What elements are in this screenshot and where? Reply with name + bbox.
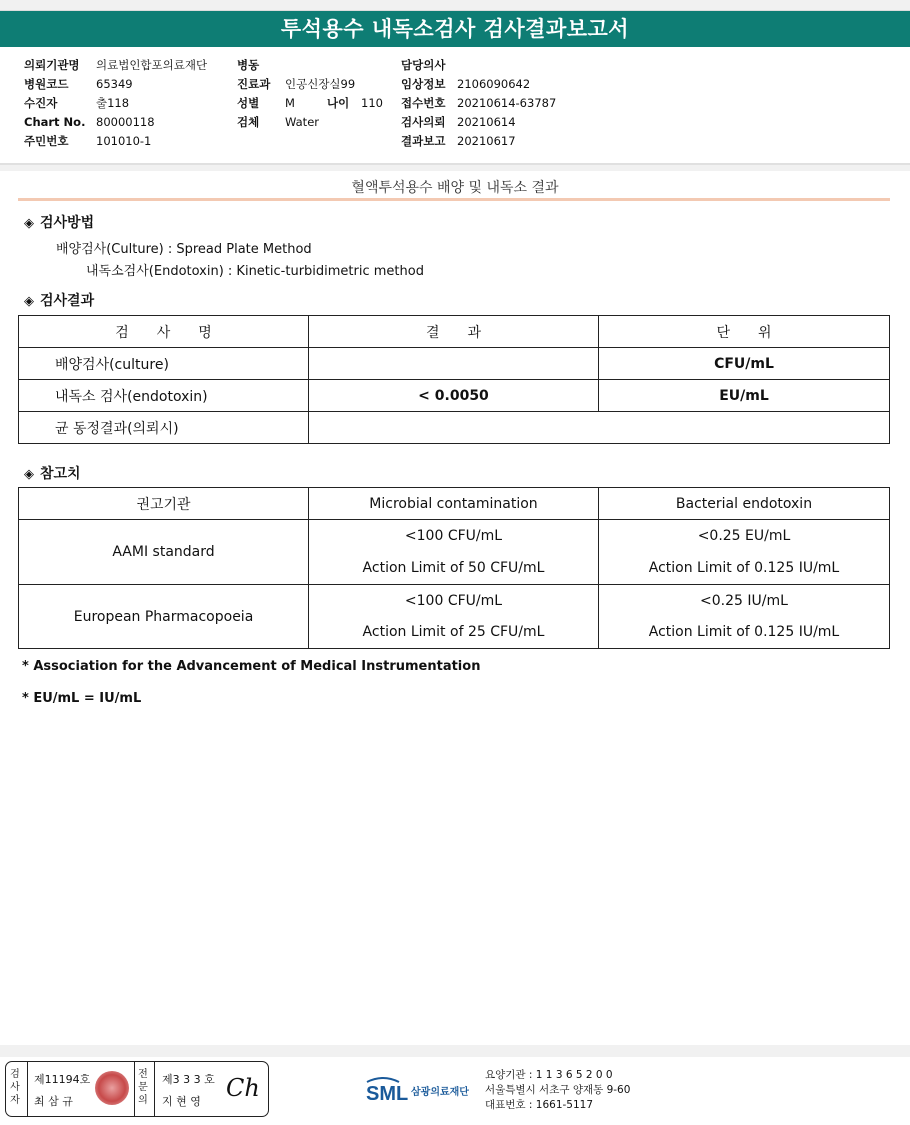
- info-value: 101010-1: [96, 134, 152, 148]
- specialist-name: 지 현 영: [162, 1095, 201, 1108]
- section-results: [24, 290, 94, 310]
- company-logo: [365, 1074, 481, 1110]
- examiner-name: 최 삼 규: [34, 1095, 73, 1108]
- info-value: 80000118: [96, 115, 155, 129]
- method-endotoxin: 내독소검사(Endotoxin) : Kinetic-turbidimetric method: [86, 264, 424, 279]
- info-value: 20210614-63787: [457, 96, 557, 110]
- header-microbial: Microbial contamination: [309, 488, 599, 520]
- action-limit: Action Limit of 50 CFU/mL: [362, 560, 545, 576]
- specialist-license: 제3 3 3 호: [162, 1073, 215, 1086]
- test-result: [309, 412, 890, 444]
- endotoxin-limits: [599, 585, 890, 649]
- table-row: [19, 520, 890, 585]
- top-border: [0, 0, 910, 11]
- info-value: 20210614: [457, 115, 516, 129]
- info-value: 110: [361, 96, 383, 110]
- report-subtitle: 혈액투석용수 배양 및 내독소 결과: [351, 180, 559, 196]
- method-culture: 배양검사(Culture) : Spread Plate Method: [56, 242, 312, 257]
- organization-name: AAMI standard: [19, 520, 309, 585]
- diamond-icon: ◈: [24, 216, 34, 231]
- info-label: 검체: [237, 115, 260, 129]
- organization-name: European Pharmacopoeia: [19, 585, 309, 649]
- action-limit: Action Limit of 25 CFU/mL: [362, 623, 545, 640]
- info-label: 병동: [237, 58, 260, 72]
- action-limit: Action Limit of 0.125 IU/mL: [648, 560, 840, 576]
- test-name: 배양검사(culture): [19, 348, 309, 380]
- limit-value: <100 CFU/mL: [404, 528, 503, 544]
- institution-code: 요양기관 : 1 1 3 6 5 2 0 0: [485, 1069, 613, 1081]
- section-method: [24, 212, 94, 232]
- company-address: 서울특별시 서초구 양재동 9-60: [485, 1084, 631, 1096]
- info-label: Chart No.: [24, 115, 86, 129]
- header-result: 결 과: [309, 316, 599, 348]
- footnote-units: * EU/mL = IU/mL: [22, 691, 142, 706]
- handwritten-signature: Ch: [226, 1074, 260, 1102]
- divider: [0, 165, 910, 171]
- footnote-aami: * Association for the Advancement of Medical Instrumentation: [22, 659, 481, 674]
- endotoxin-limits: [599, 520, 890, 585]
- section-title: 검사방법: [40, 215, 95, 231]
- sml-logo-icon: [365, 1074, 481, 1106]
- table-row: [19, 348, 890, 380]
- footer-divider: [0, 1045, 910, 1057]
- info-label: 진료과: [237, 77, 271, 91]
- examiner-license: 제11194호: [34, 1073, 91, 1086]
- header-unit: 단 위: [599, 316, 890, 348]
- info-label: 수진자: [24, 96, 58, 110]
- header-organization: 권고기관: [19, 488, 309, 520]
- limit-value: <100 CFU/mL: [404, 592, 503, 609]
- info-label: 결과보고: [401, 134, 446, 148]
- header-endotoxin: Bacterial endotoxin: [599, 488, 890, 520]
- info-value: Water: [285, 115, 319, 129]
- info-value: 65349: [96, 77, 133, 91]
- header-test-name: 검 사 명: [19, 316, 309, 348]
- info-value: M: [285, 96, 295, 110]
- company-name: 삼광의료재단: [411, 1087, 469, 1098]
- info-column-1: [24, 56, 207, 151]
- table-row: [19, 380, 890, 412]
- info-label: 의뢰기관명: [24, 58, 80, 72]
- table-row: [19, 412, 890, 444]
- info-label: 검사의뢰: [401, 115, 446, 129]
- specialist-label: 전 문 의: [138, 1069, 148, 1106]
- examiner-label: 검 사 자: [10, 1069, 20, 1106]
- limit-value: <0.25 EU/mL: [697, 528, 791, 544]
- company-phone: 대표번호 : 1661-5117: [485, 1099, 594, 1111]
- test-result: < 0.0050: [309, 380, 599, 412]
- seal-stamp-icon: [95, 1071, 129, 1105]
- info-label: 주민번호: [24, 134, 69, 148]
- info-column-3: [401, 56, 556, 151]
- section-title: 참고치: [40, 466, 81, 482]
- microbial-limits: [309, 585, 599, 649]
- info-label: 담당의사: [401, 58, 446, 72]
- info-label: 병원코드: [24, 77, 69, 91]
- section-title: 검사결과: [40, 293, 95, 309]
- info-value: 출118: [96, 96, 130, 110]
- info-value: 인공신장실99: [285, 77, 356, 91]
- action-limit: Action Limit of 0.125 IU/mL: [648, 623, 840, 640]
- info-column-2: [237, 56, 383, 132]
- diamond-icon: ◈: [24, 467, 34, 482]
- results-table: [18, 315, 890, 444]
- info-label: 성별: [237, 96, 260, 110]
- info-value: 의료법인합포의료재단: [96, 58, 208, 72]
- subtitle-underline: [18, 198, 890, 201]
- logo-text: SML: [366, 1083, 409, 1105]
- table-row: [19, 585, 890, 649]
- info-label: 나이: [327, 96, 350, 110]
- test-result: [309, 348, 599, 380]
- report-title: 투석용수 내독소검사 검사결과보고서: [0, 11, 910, 47]
- test-unit: EU/mL: [599, 380, 890, 412]
- info-value: 2106090642: [457, 77, 531, 91]
- reference-table: [18, 487, 890, 649]
- signature-box: [5, 1061, 269, 1117]
- info-label: 임상정보: [401, 77, 446, 91]
- test-name: 균 동정결과(의뢰시): [19, 412, 309, 444]
- limit-value: <0.25 IU/mL: [700, 592, 788, 609]
- microbial-limits: [309, 520, 599, 585]
- test-name: 내독소 검사(endotoxin): [19, 380, 309, 412]
- company-info: [485, 1068, 630, 1113]
- test-unit: CFU/mL: [599, 348, 890, 380]
- section-reference: [24, 463, 81, 483]
- info-label: 접수번호: [401, 96, 446, 110]
- diamond-icon: ◈: [24, 294, 34, 309]
- info-value: 20210617: [457, 134, 516, 148]
